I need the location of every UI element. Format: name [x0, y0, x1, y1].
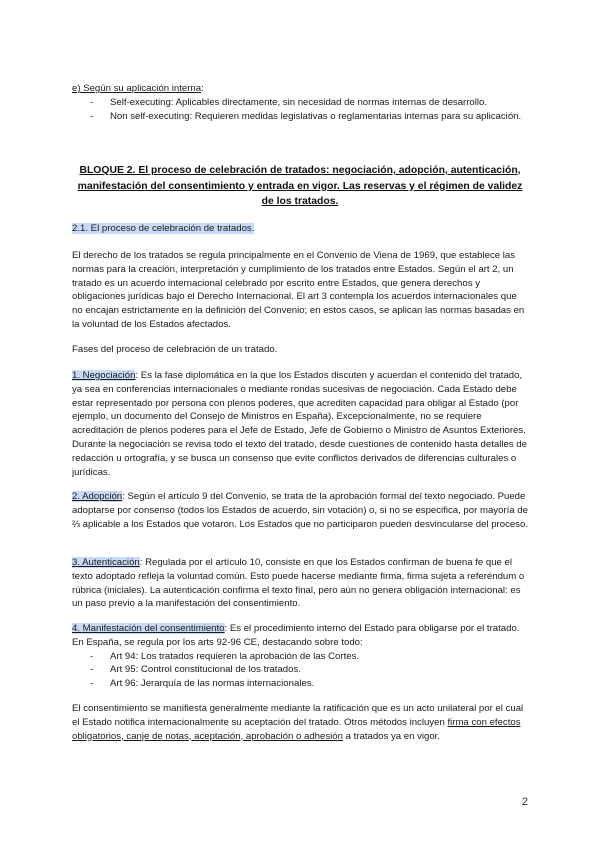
phase-adopcion — [72, 490, 528, 531]
ce-articles-list — [72, 650, 528, 691]
phase-autenticacion — [72, 556, 528, 611]
phase-negociacion — [72, 369, 528, 479]
phase-manifestacion — [72, 622, 528, 691]
bloque-title: BLOQUE 2. El proceso de celebración de tratados: negociación, adopción, autenticación, manifestación del consentimiento y entrada en vigor. Las reservas y el régimen de validez de los tratados. — [77, 165, 523, 208]
phase-label: 1. Negociación — [72, 370, 136, 381]
phase-text: : Es la fase diplomática en la que los Estados discuten y acuerdan el contenido del tratado, ya sea en conferencias internacionales o mediante rondas sucesivas de negociación. Cada Estado debe estar representado por persona con plenos poderes, que acrediten capacidad para obligar al Estado (por ejemplo, un documento del Consejo de Ministros en España). Excepcionalmente, no se requiere acreditación de plenos poderes para el Jefe de Estado, Jefe de Gobierno o Ministro de Asuntos Exteriores. Durante la negociación se revisa todo el texto del tratado, desde cuestiones de contenido hasta detalles de redacción u ortografía, y se busca un consenso que evite conflictos derivados de diferencias culturales o jurídicas. — [72, 370, 527, 478]
closing-paragraph — [72, 702, 528, 743]
closing-text-after: a tratados ya en vigor. — [342, 730, 441, 742]
phase-label: 4. Manifestación del consentimiento — [72, 623, 225, 634]
phases-intro — [72, 343, 528, 357]
section-e-heading — [72, 82, 528, 96]
subheading-text: 2.1. El proceso de celebración de tratados. — [72, 223, 255, 234]
phase-label: 2. Adopción — [72, 491, 123, 502]
list-item: - Non self-executing: Requieren medidas legislativas o reglamentarias internas para su aplicación. — [72, 110, 528, 124]
section-e — [72, 82, 528, 123]
closing-text-before: El consentimiento se manifiesta generalmente mediante la ratificación que es un acto unilateral por el cual el Estado notifica internacionalmente su aceptación del tratado. Otros métodos incluyen — [72, 703, 524, 728]
section-e-heading-text: e) Según su aplicación interna — [72, 83, 202, 94]
list-item: - Art 96: Jerarquía de las normas internacionales. — [72, 677, 528, 691]
list-item: - Self-executing: Aplicables directamente, sin necesidad de normas internas de desarrollo. — [72, 96, 528, 110]
closing-underlined: firma con efectos obligatorios, canje de notas, aceptación, aprobación o adhesión — [72, 716, 521, 742]
page-number: 2 — [521, 796, 528, 808]
phases-intro-text: Fases del proceso de celebración de un tratado. — [72, 344, 278, 355]
section-e-list — [72, 96, 528, 124]
phase-text: : Regulada por el artículo 10, consiste en que los Estados confirman de buena fe que el texto adoptado refleja la voluntad común. Esto puede hacerse mediante firma, firma sujeta a referéndum o rúbrica (iniciales). La autenticación confirma el texto final, pero aún no genera obligación internacional: es un paso previo a la manifestación del consentimiento. — [72, 557, 525, 610]
intro-paragraph — [72, 249, 528, 332]
intro-text: El derecho de los tratados se regula principalmente en el Convenio de Viena de 1969, que establece las normas para la creación, interpretación y cumplimiento de los tratados entre Estados. Según el art 2, un tratado es un acuerdo internacional celebrado por escrito entre Estados, que genera derechos y obligaciones jurídicas bajo el Derecho Internacional. El art 3 contempla los acuerdos internacionales que no encajan estrictamente en la definición del Convenio; en estos casos, se aplican las normas basadas en la voluntad de los Estados afectados. — [72, 250, 525, 330]
section-e-heading-colon: : — [201, 83, 204, 94]
list-item: - Art 95: Control constitucional de los tratados. — [72, 663, 528, 677]
phase-text: : Según el artículo 9 del Convenio, se trata de la aprobación formal del texto negociado. Puede adoptarse por consenso (todos los Estados de acuerdo, sin votación) o, si no se especifica, por mayoría de ⅔ aplicable a los Estados que votaron. Los Estados que no participaron pueden desvincularse del proceso. — [72, 491, 528, 530]
phase-label: 3. Autenticación — [72, 557, 140, 568]
phase-text: : Es el procedimiento interno del Estado para obligarse por el tratado. En España, se regula por los arts 92-96 CE, destacando sobre todo: — [72, 623, 520, 648]
section-subheading — [72, 222, 528, 236]
list-item: - Art 94: Los tratados requieren la aprobación de las Cortes. — [72, 650, 528, 664]
